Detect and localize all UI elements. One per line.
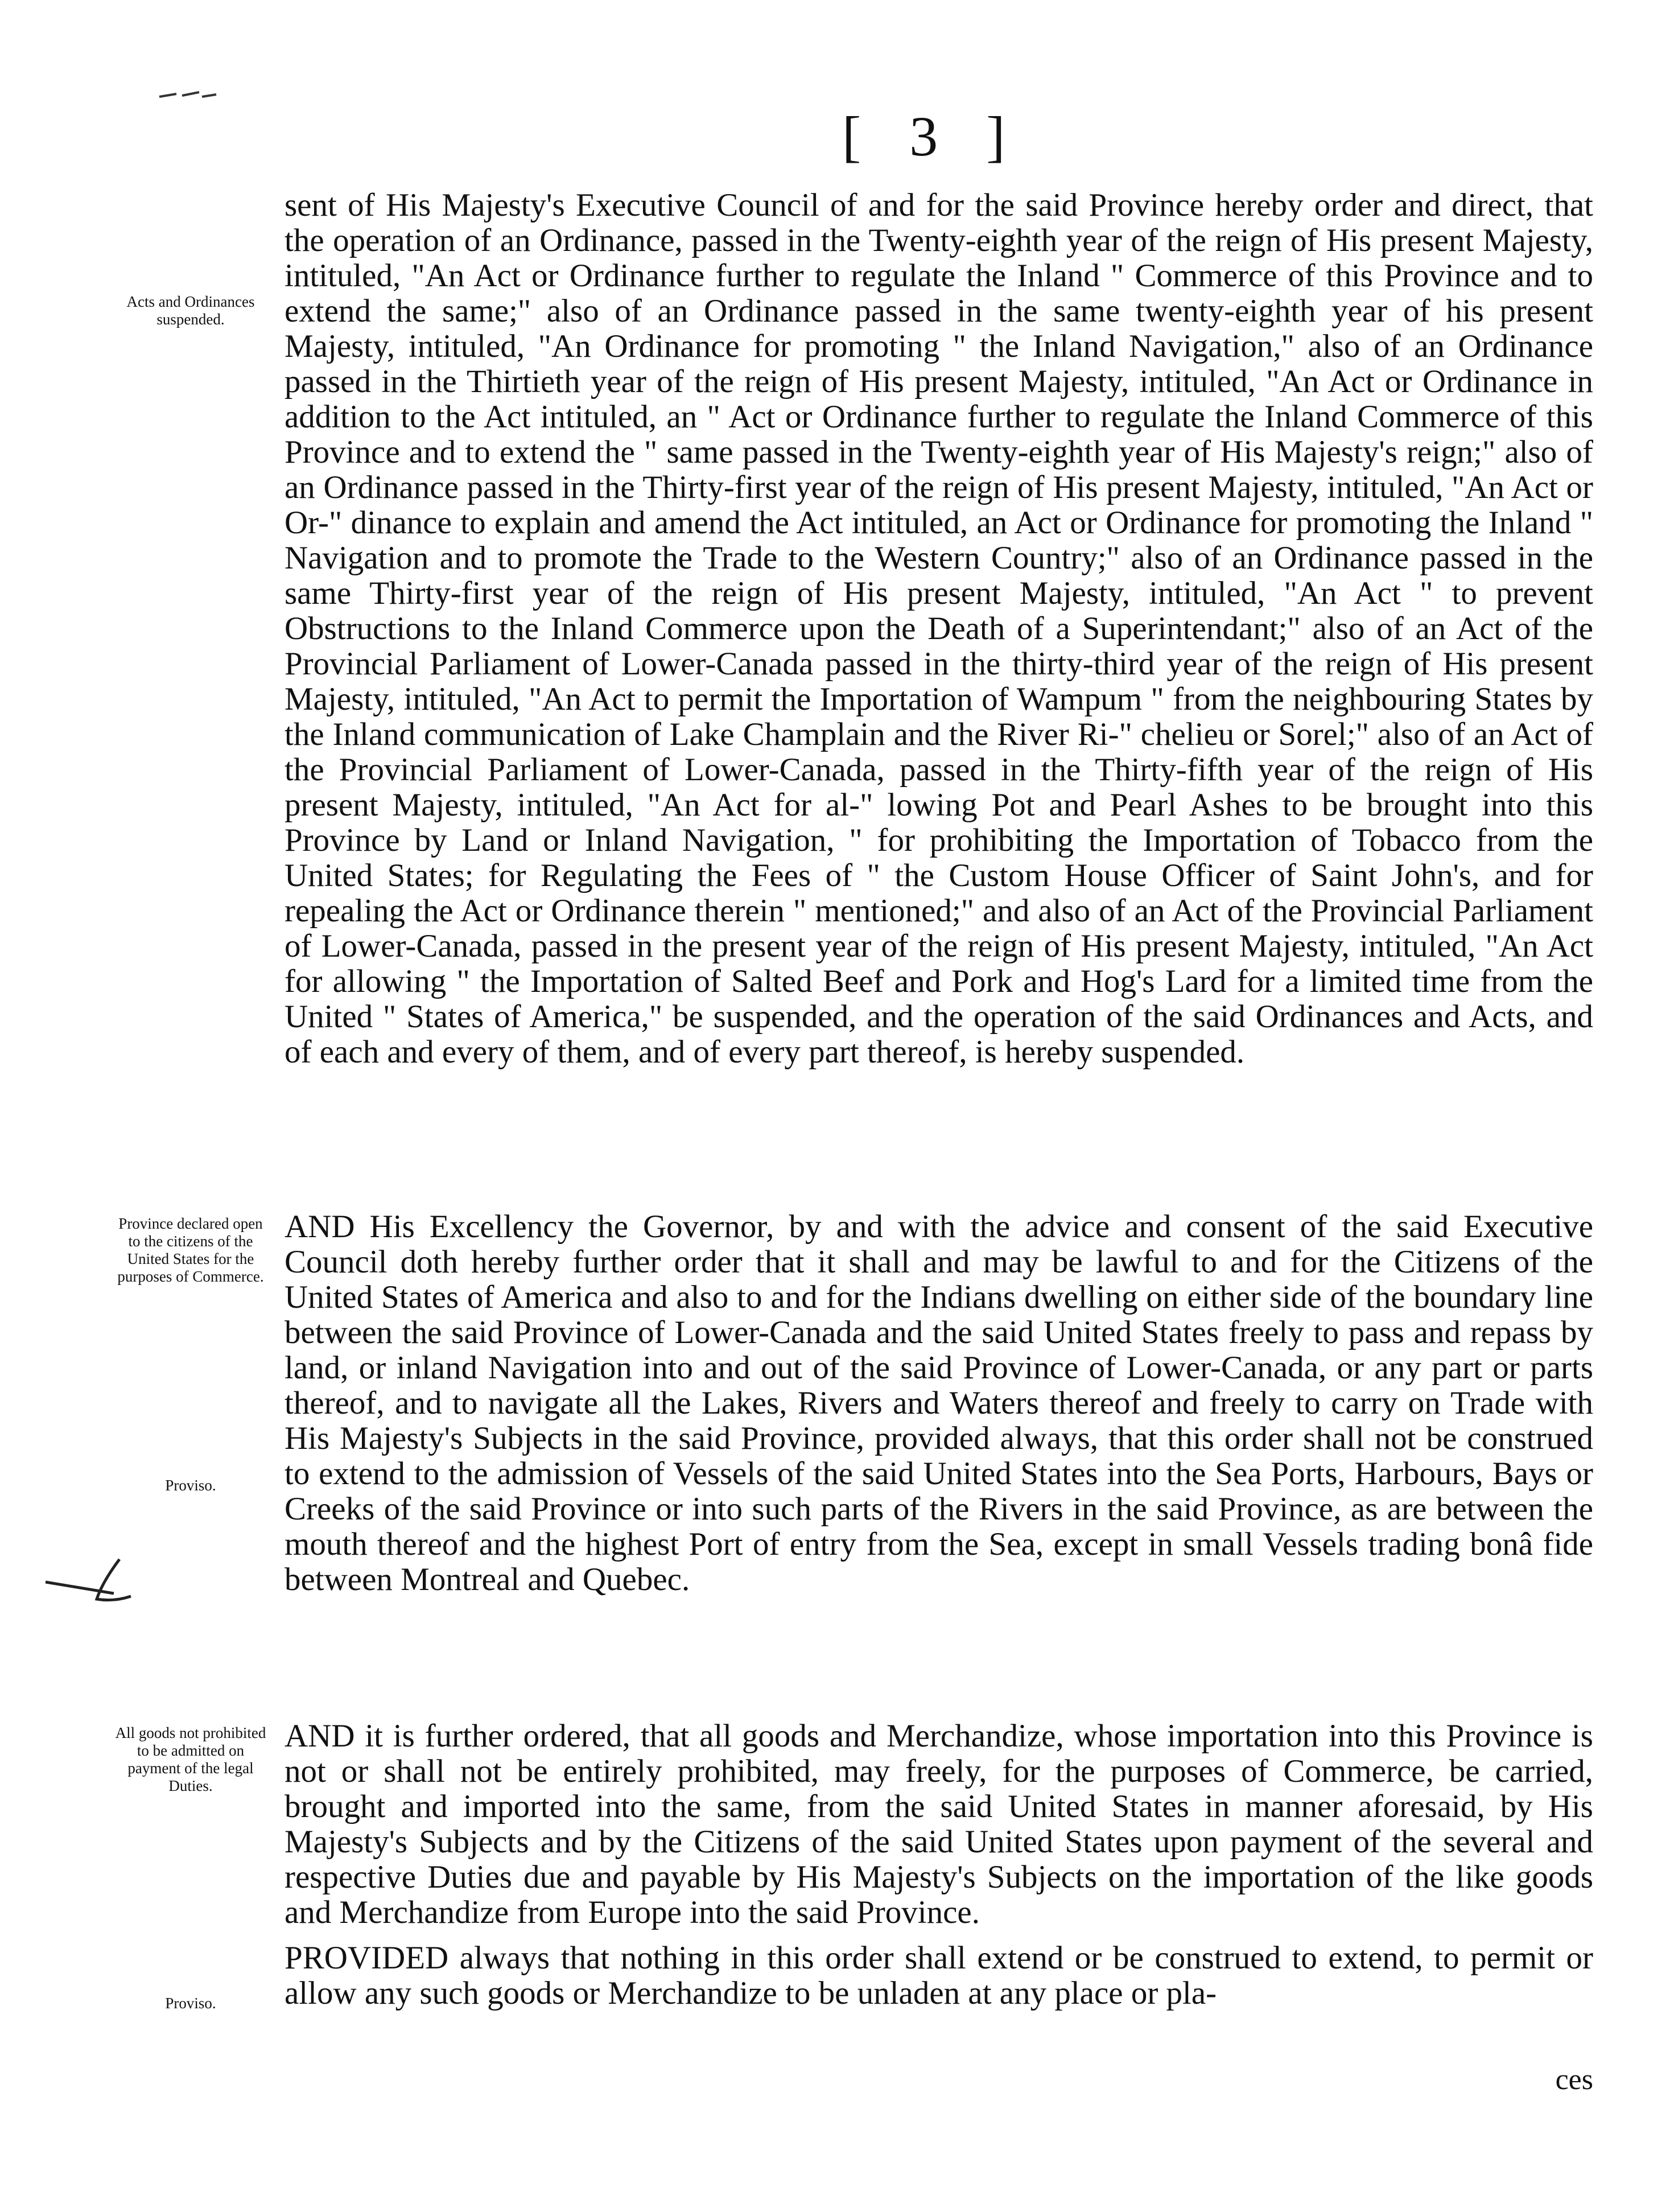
margin-note-acts-suspended: Acts and Ordinances suspended.: [126, 293, 255, 328]
paragraph-text: sent of His Majesty's Executive Council of and for the said Province hereby order and direct, that the operation of an Ordinance, passed in the Twenty-eighth year of the reign of His present Majesty, intituled, "An Act or Ordinance further to regulate the Inland " Commerce of this Province and to extend the same;" also of an Ordinance passed in the same twenty-eighth year of his present Majesty, intituled, "An Ordinance for promoting " the Inland Navigation," also of an Ordinance passed in the Thirtieth year of the reign of His present Majesty, intituled, "An Act or Ordinance in addition to the Act intituled, an " Act or Ordinance further to regulate the Inland Commerce of this Province and to extend the " same passed in the Twenty-eighth year of His Majesty's reign;" also of an Ordinance passed in the Thirty-first year of the reign of His present Majesty, intituled, "An Act or Or-" dinance to explain and amend the Act intituled, an Act or Ordinance for promoting the Inland " Navigation and to promote the Trade to the Western Country;" also of an Ordinance passed in the same Thirty-first year of the reign of His present Majesty, intituled, "An Act " to prevent Obstructions to the Inland Commerce upon the Death of a Superintendant;" also of an Act of the Provincial Parliament of Lower-Canada passed in the thirty-third year of the reign of His present Majesty, intituled, "An Act to permit the Importation of Wampum " from the neighbouring States by the Inland communication of Lake Champlain and the River Ri-" chelieu or Sorel;" also of an Act of the Provincial Parliament of Lower-Canada, passed in the Thirty-fifth year of the reign of His present Majesty, intituled, "An Act for al-" lowing Pot and Pearl Ashes to be brought into this Province by Land or Inland Navigation, " for prohibiting the Importation of Tobacco from the United States; for Regulating the Fees of " the Custom House Officer of Saint John's, and for repealing the Act or Ordinance therein " mentioned;" and also of an Act of the Provincial Parliament of Lower-Canada, passed in the present year of the reign of His present Majesty, intituled, "An Act for allowing " the Importation of Salted Beef and Pork and Hog's Lard for a limited time from the United " States of America," be suspended, and the operation of the said Ordinances and Acts, and of each and every of them, and of every part thereof, is hereby suspended.: [284, 187, 1593, 1070]
margin-note-proviso: Proviso.: [165, 1477, 216, 1494]
paragraph-suspension: [284, 188, 1593, 1070]
paragraph-goods-admitted: [284, 1719, 1593, 1930]
margin-note-proviso-2: Proviso.: [165, 1995, 216, 2012]
pen-flourish-mark: [34, 1548, 148, 1616]
catchword: ces: [1555, 2063, 1593, 2096]
ink-speck-mark: [154, 80, 222, 108]
margin-note-province-open: Province declared open to the citizens of the United States for the purposes of Commerce.: [117, 1215, 264, 1285]
paragraph-proviso: [284, 1941, 1593, 2011]
paragraph-open-province: [284, 1209, 1593, 1597]
margin-note-goods-admitted: All goods not prohibited to be admitted on payment of the legal Duties.: [115, 1724, 266, 1794]
paragraph-text: AND it is further ordered, that all goods and Merchandize, whose importation into this Province is not or shall not be entirely prohibited, may freely, for the purposes of Commerce, be carried, brought and imported into the same, from the said United States in manner aforesaid, by His Majesty's Subjects and by the Citizens of the said United States upon payment of the several and respective Duties due and payable by His Majesty's Subjects on the importation of the like goods and Merchandize from Europe into the said Province.: [284, 1718, 1593, 1930]
paragraph-text: PROVIDED always that nothing in this order shall extend or be construed to extend, to permit or allow any such goods or Merchandize to be unladen at any place or pla-: [284, 1940, 1593, 2011]
page-number: [ 3 ]: [842, 105, 1022, 168]
paragraph-text: AND His Excellency the Governor, by and with the advice and consent of the said Executive Council doth hereby further order that it shall and may be lawful to and for the Citizens of the United States of America and also to and for the Indians dwelling on either side of the boundary line between the said Province of Lower-Canada and the said United States freely to pass and repass by land, or inland Navigation into and out of the said Province of Lower-Canada, or any part or parts thereof, and to navigate all the Lakes, Rivers and Waters thereof and freely to carry on Trade with His Majesty's Subjects in the said Province, provided always, that this order shall not be construed to extend to the admission of Vessels of the said United States into the Sea Ports, Harbours, Bays or Creeks of the said Province or into such parts of the Rivers in the said Province, as are between the mouth thereof and the highest Port of entry from the Sea, except in small Vessels trading bonâ fide between Montreal and Quebec.: [284, 1209, 1593, 1597]
